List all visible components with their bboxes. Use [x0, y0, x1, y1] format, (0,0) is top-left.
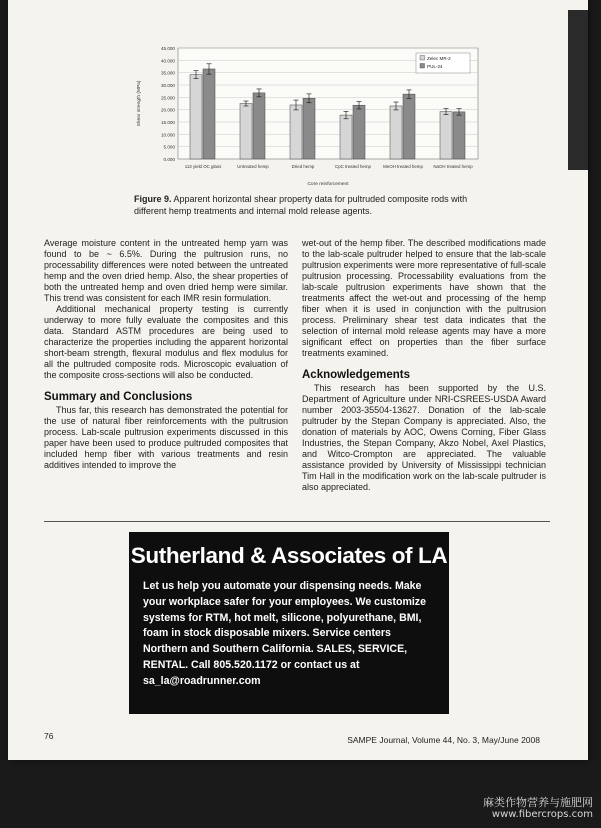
figure-caption: [134, 193, 484, 217]
right-column: [302, 238, 546, 493]
heading-summary: Summary and Conclusions: [44, 391, 193, 403]
y-tick-label: 35.000: [160, 70, 175, 76]
x-tick-label: Dried hemp: [291, 164, 315, 169]
y-tick-label: 40.000: [160, 58, 175, 64]
bar: [353, 105, 365, 159]
journal-citation: SAMPE Journal, Volume 44, No. 3, May/June 2008: [347, 735, 540, 745]
figure-label: Figure 9.: [134, 194, 172, 204]
x-tick-label: CpC treated hemp: [335, 164, 371, 169]
bar: [453, 112, 465, 159]
x-tick-label: Untreated hemp: [237, 164, 269, 169]
paragraph-wet-out: wet-out of the hemp fiber. The described modifications made to the lab-scale pultruder helped to ensure that the lab-scale pultrusion experiments were more representative of full-scale pultrusion processing. Processability evaluations from the lab-scale pultrusion experiments have shown that the treatments affect the wet-out and processing of the hemp fiber when it is used in conjunction with the pultrusion process. Preliminary shear test data indicates that the selection of internal mold release agents may have a more significant effect on properties than the fiber surface treatments examined.: [302, 238, 546, 358]
x-tick-label: NaOH treated hemp: [433, 164, 473, 169]
legend-swatch: [420, 64, 425, 69]
watermark-chinese: 麻类作物营养与施肥网: [483, 796, 593, 809]
advertisement: [129, 532, 449, 714]
bar: [390, 106, 402, 159]
ad-title: Sutherland & Associates of LA: [130, 543, 448, 568]
paragraph-acknowledgements: This research has been supported by the U.S. Department of Agriculture under NRI-CSREES-USDA Award number 2003-35504-13627. Donation of the lab-scale pultruder by the Stepan Company is appreciated. Also, the donation of materials by AOC, Owens Corning, Fiber Glass Industries, the Stepan Company, Akzo Nobel, Axel Plastics, and Witco-Crompton are appreciated. The valuable assistance provided by University of Mississippi technician Tim Hall in the modification work on the lab-scale pultruder is also appreciated.: [302, 383, 546, 492]
paragraph-additional-testing: Additional mechanical property testing is currently underway to more fully evaluate the composites and this data. Standard ASTM procedures are being used to characterize the properties including the apparent horizontal short-beam strength, flexural modulus and flex modulus for all the pultruded composite rods. Microscopic evaluation of the composite cross-sections will also be conducted.: [44, 304, 288, 380]
shear-strength-bar-chart: [130, 40, 490, 192]
y-tick-label: 25.000: [160, 95, 175, 101]
left-column: [44, 238, 288, 471]
ad-body: Let us help you automate your dispensing needs. Make your workplace safer for your employees. We customize systems for RTM, hot melt, silicone, polyurethane, BMI, foam in stock disposable mixers. Service centers Northern and Southern California. SALES, SERVICE, RENTAL. Call 805.520.1172 or contact us at sa_la@roadrunner.com: [143, 580, 426, 687]
bar: [190, 75, 202, 159]
section-divider: [44, 521, 550, 522]
bar: [240, 104, 252, 160]
y-tick-label: 0.000: [163, 157, 175, 162]
page-number: 76: [44, 731, 54, 741]
bar: [340, 115, 352, 159]
y-tick-label: 10.000: [160, 132, 175, 138]
y-tick-label: 45.000: [160, 46, 175, 51]
y-tick-label: 20.000: [160, 107, 175, 113]
y-axis-label: Shear strength (MPa): [137, 80, 142, 127]
bar: [253, 93, 265, 159]
page-edge-mark: [568, 10, 588, 170]
watermark-url: www.fibercrops.com: [491, 809, 593, 820]
bar: [203, 69, 215, 159]
x-tick-label: 113 yield OC glass: [184, 164, 222, 169]
bar: [303, 98, 315, 159]
heading-acknowledgements: Acknowledgements: [302, 369, 410, 381]
y-tick-label: 5.000: [163, 144, 175, 150]
paragraph-moisture: Average moisture content in the untreated hemp yarn was found to be ~ 6.5%. During the pultrusion runs, no processability differences were noted between the untreated hemp and the oven dried hemp. Also, the shear properties of both the untreated hemp and oven dried hemp were similar. This trend was consistent for each IMR resin formulation.: [44, 238, 288, 303]
legend-swatch: [420, 56, 425, 61]
bar: [290, 105, 302, 159]
figure-caption-text: Apparent horizontal shear property data for pultruded composite rods with different hemp treatments and internal mold release agents.: [134, 194, 468, 216]
x-axis-label: Core reinforcement: [307, 182, 349, 187]
bar: [403, 94, 415, 159]
y-tick-label: 30.000: [160, 83, 175, 88]
x-tick-label: MeOH treated hemp: [383, 164, 423, 169]
legend-label: PUL-24: [427, 63, 443, 69]
site-watermark: [483, 796, 593, 821]
paragraph-summary: Thus far, this research has demonstrated the potential for the use of natural fiber reinforcements with the pultrusion process. Lab-scale pultrusion experiments discussed in this paper have been used to produce pultruded composites that included hemp fiber with various treatments and resin additives intended to improve the: [44, 405, 288, 470]
bar: [440, 112, 452, 159]
y-tick-label: 15.000: [160, 120, 175, 125]
legend-label: Zelec MR-2: [427, 55, 451, 61]
journal-page: [8, 0, 588, 760]
